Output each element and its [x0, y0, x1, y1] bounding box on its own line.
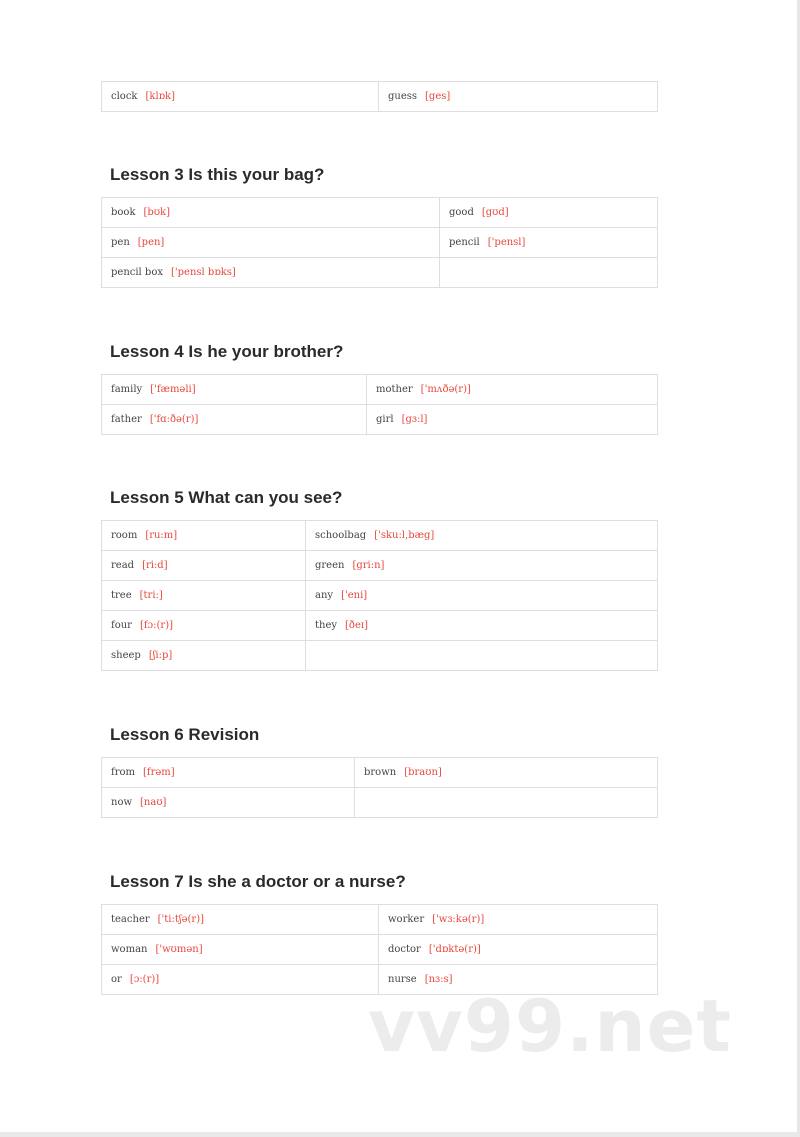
page-bottom-edge [0, 1132, 800, 1137]
phonetic: ['mʌðə(r)] [420, 384, 471, 395]
word: girl [376, 414, 394, 425]
table-row [102, 935, 658, 965]
phonetic: [ru:m] [145, 530, 178, 541]
phonetic: [nɜ:s] [424, 974, 453, 985]
vocab-cell [440, 228, 658, 258]
vocab-cell [355, 758, 658, 788]
lesson-7-title: Lesson 7 Is she a doctor or a nurse? [110, 872, 406, 891]
word: green [315, 560, 345, 571]
phonetic: [gʊd] [481, 207, 509, 218]
phonetic: [ges] [425, 91, 451, 102]
word: room [111, 530, 138, 541]
empty-cell [306, 641, 658, 671]
word: sheep [111, 650, 141, 661]
vocab-cell [102, 405, 367, 435]
word: teacher [111, 914, 150, 925]
word: pen [111, 237, 130, 248]
word: good [449, 207, 474, 218]
phonetic: ['wʊmən] [155, 944, 203, 955]
lesson-5-title: Lesson 5 What can you see? [110, 488, 343, 507]
word: four [111, 620, 132, 631]
phonetic: ['dɒktə(r)] [428, 944, 481, 955]
vocab-cell [306, 551, 658, 581]
lesson-5-table [101, 520, 658, 671]
phonetic: [gri:n] [352, 560, 385, 571]
phonetic: ['ti:tʃə(r)] [157, 914, 205, 925]
phonetic: [braʊn] [404, 767, 442, 778]
watermark: vv99.net [368, 984, 732, 1068]
word: or [111, 974, 122, 985]
phonetic: ['wɜ:kə(r)] [432, 914, 485, 925]
table-row [102, 905, 658, 935]
table-row [102, 611, 658, 641]
vocab-cell [306, 581, 658, 611]
phonetic: [pen] [137, 237, 165, 248]
word: tree [111, 590, 132, 601]
vocab-cell [102, 611, 306, 641]
table-row [102, 198, 658, 228]
word: doctor [388, 944, 421, 955]
table-row [102, 405, 658, 435]
word: father [111, 414, 142, 425]
table-row [102, 758, 658, 788]
table-row [102, 258, 658, 288]
phonetic: [ɔ:(r)] [129, 974, 160, 985]
phonetic: [ðeɪ] [345, 620, 368, 631]
table-row [102, 581, 658, 611]
table-row [102, 551, 658, 581]
lesson-7-table [101, 904, 658, 995]
lesson-6-title: Lesson 6 Revision [110, 725, 260, 744]
word: any [315, 590, 334, 601]
vocab-cell [367, 405, 658, 435]
vocab-cell [379, 905, 658, 935]
phonetic: [gɜ:l] [401, 414, 428, 425]
word: brown [364, 767, 397, 778]
vocab-cell [102, 375, 367, 405]
empty-cell [355, 788, 658, 818]
table-row [102, 82, 658, 112]
lesson-6-table [101, 757, 658, 818]
phonetic: ['eni] [341, 590, 368, 601]
vocab-cell [102, 905, 379, 935]
vocab-cell [102, 758, 355, 788]
phonetic: [tri:] [139, 590, 163, 601]
word: schoolbag [315, 530, 367, 541]
vocab-cell [102, 258, 440, 288]
vocab-cell [102, 551, 306, 581]
vocab-cell [102, 521, 306, 551]
word: family [111, 384, 143, 395]
word: now [111, 797, 133, 808]
vocab-cell [102, 82, 379, 112]
word: pencil box [111, 267, 163, 278]
vocab-cell [102, 788, 355, 818]
word: mother [376, 384, 413, 395]
table-row [102, 228, 658, 258]
phonetic: [klɒk] [145, 91, 176, 102]
lesson-4-title: Lesson 4 Is he your brother? [110, 342, 344, 361]
vocab-cell [102, 935, 379, 965]
table-row [102, 375, 658, 405]
word: read [111, 560, 135, 571]
vocab-cell [102, 228, 440, 258]
phonetic: ['pensl] [487, 237, 526, 248]
word: nurse [388, 974, 417, 985]
phonetic: ['fɑ:ðə(r)] [149, 414, 199, 425]
word: book [111, 207, 136, 218]
phonetic: ['pensl bɒks] [171, 267, 236, 278]
vocab-cell [306, 521, 658, 551]
phonetic: [ʃi:p] [148, 650, 173, 661]
phonetic: ['sku:l,bæg] [374, 530, 435, 541]
phonetic: [frəm] [142, 767, 175, 778]
phonetic: ['fæməli] [150, 384, 196, 395]
table-row [102, 641, 658, 671]
vocab-cell [379, 935, 658, 965]
vocab-cell [102, 965, 379, 995]
lesson-3-title: Lesson 3 Is this your bag? [110, 165, 325, 184]
word: they [315, 620, 338, 631]
vocab-cell [102, 641, 306, 671]
word: guess [388, 91, 418, 102]
phonetic: [bʊk] [143, 207, 170, 218]
lesson-4-table [101, 374, 658, 435]
phonetic: [fɔ:(r)] [139, 620, 174, 631]
vocab-cell [306, 611, 658, 641]
word: worker [388, 914, 425, 925]
word: clock [111, 91, 138, 102]
phonetic: [naʊ] [140, 797, 167, 808]
vocab-cell [440, 198, 658, 228]
vocab-cell [379, 82, 658, 112]
empty-cell [440, 258, 658, 288]
table-row [102, 521, 658, 551]
vocab-table-top [101, 81, 658, 112]
lesson-3-table [101, 197, 658, 288]
word: pencil [449, 237, 480, 248]
vocab-cell [367, 375, 658, 405]
table-row [102, 788, 658, 818]
vocab-cell [102, 581, 306, 611]
vocab-cell [102, 198, 440, 228]
word: from [111, 767, 135, 778]
phonetic: [ri:d] [142, 560, 168, 571]
word: woman [111, 944, 148, 955]
